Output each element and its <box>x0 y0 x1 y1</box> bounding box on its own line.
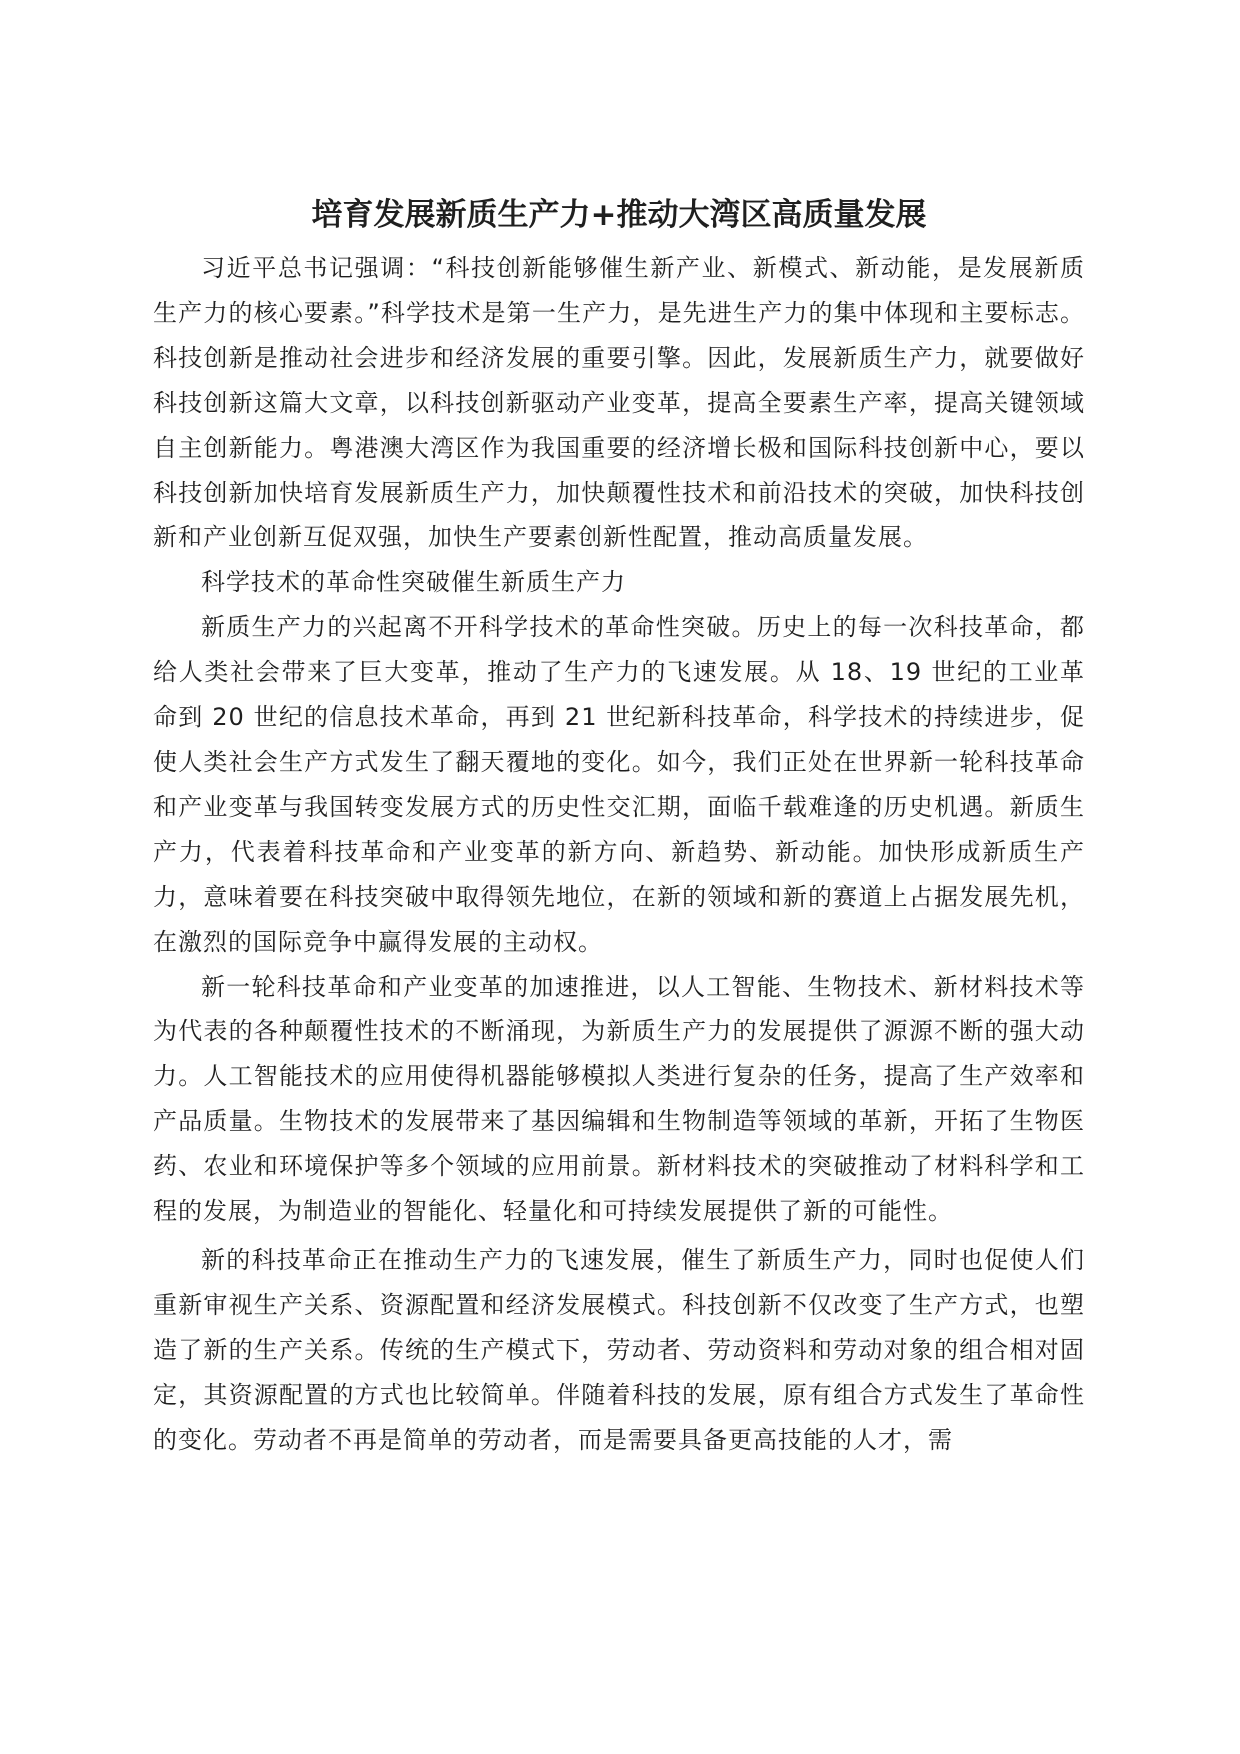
document-title: 培育发展新质生产力+推动大湾区高质量发展 <box>311 197 927 233</box>
section-heading: 科学技术的革命性突破催生新质生产力 <box>201 568 626 597</box>
document-page <box>153 190 1085 1462</box>
paragraph-intro: 习近平总书记强调：“科技创新能够催生新产业、新模式、新动能，是发展新质生产力的核心要素。”科学技术是第一生产力，是先进生产力的集中体现和主要标志。科技创新是推动社会进步和经济发展的重要引擎。因此，发展新质生产力，就要做好科技创新这篇大文章，以科技创新驱动产业变革，提高全要素生产率，提高关键领域自主创新能力。粤港澳大湾区作为我国重要的经济增长极和国际科技创新中心，要以科技创新加快培育发展新质生产力，加快颠覆性技术和前沿技术的突破，加快科技创新和产业创新互促双强，加快生产要素创新性配置，推动高质量发展。 <box>153 254 1085 552</box>
paragraph-production-relations: 新的科技革命正在推动生产力的飞速发展，催生了新质生产力，同时也促使人们重新审视生产关系、资源配置和经济发展模式。科技创新不仅改变了生产方式，也塑造了新的生产关系。传统的生产模式下，劳动者、劳动资料和劳动对象的组合相对固定，其资源配置的方式也比较简单。伴随着科技的发展，原有组合方式发生了革命性的变化。劳动者不再是简单的劳动者，而是需要具备更高技能的人才，需 <box>153 1245 1085 1454</box>
paragraph-disruptive-tech: 新一轮科技革命和产业变革的加速推进，以人工智能、生物技术、新材料技术等为代表的各种颠覆性技术的不断涌现，为新质生产力的发展提供了源源不断的强大动力。人工智能技术的应用使得机器能够模拟人类进行复杂的任务，提高了生产效率和产品质量。生物技术的发展带来了基因编辑和生物制造等领域的革新，开拓了生物医药、农业和环境保护等多个领域的应用前景。新材料技术的突破推动了材料科学和工程的发展，为制造业的智能化、轻量化和可持续发展提供了新的可能性。 <box>153 972 1085 1226</box>
paragraph-tech-revolution: 新质生产力的兴起离不开科学技术的革命性突破。历史上的每一次科技革命，都给人类社会带来了巨大变革，推动了生产力的飞速发展。从 18、19 世纪的工业革命到 20 世纪的信息技术革命，再到 21 世纪新科技革命，科学技术的持续进步，促使人类社会生产方式发生了翻天覆地的变化。如今，我们正处在世界新一轮科技革命和产业变革与我国转变发展方式的历史性交汇期，面临千载难逢的历史机遇。新质生产力，代表着科技革命和产业变革的新方向、新趋势、新动能。加快形成新质生产力，意味着要在科技突破中取得领先地位，在新的领域和新的赛道上占据发展先机，在激烈的国际竞争中赢得发展的主动权。 <box>153 613 1085 956</box>
